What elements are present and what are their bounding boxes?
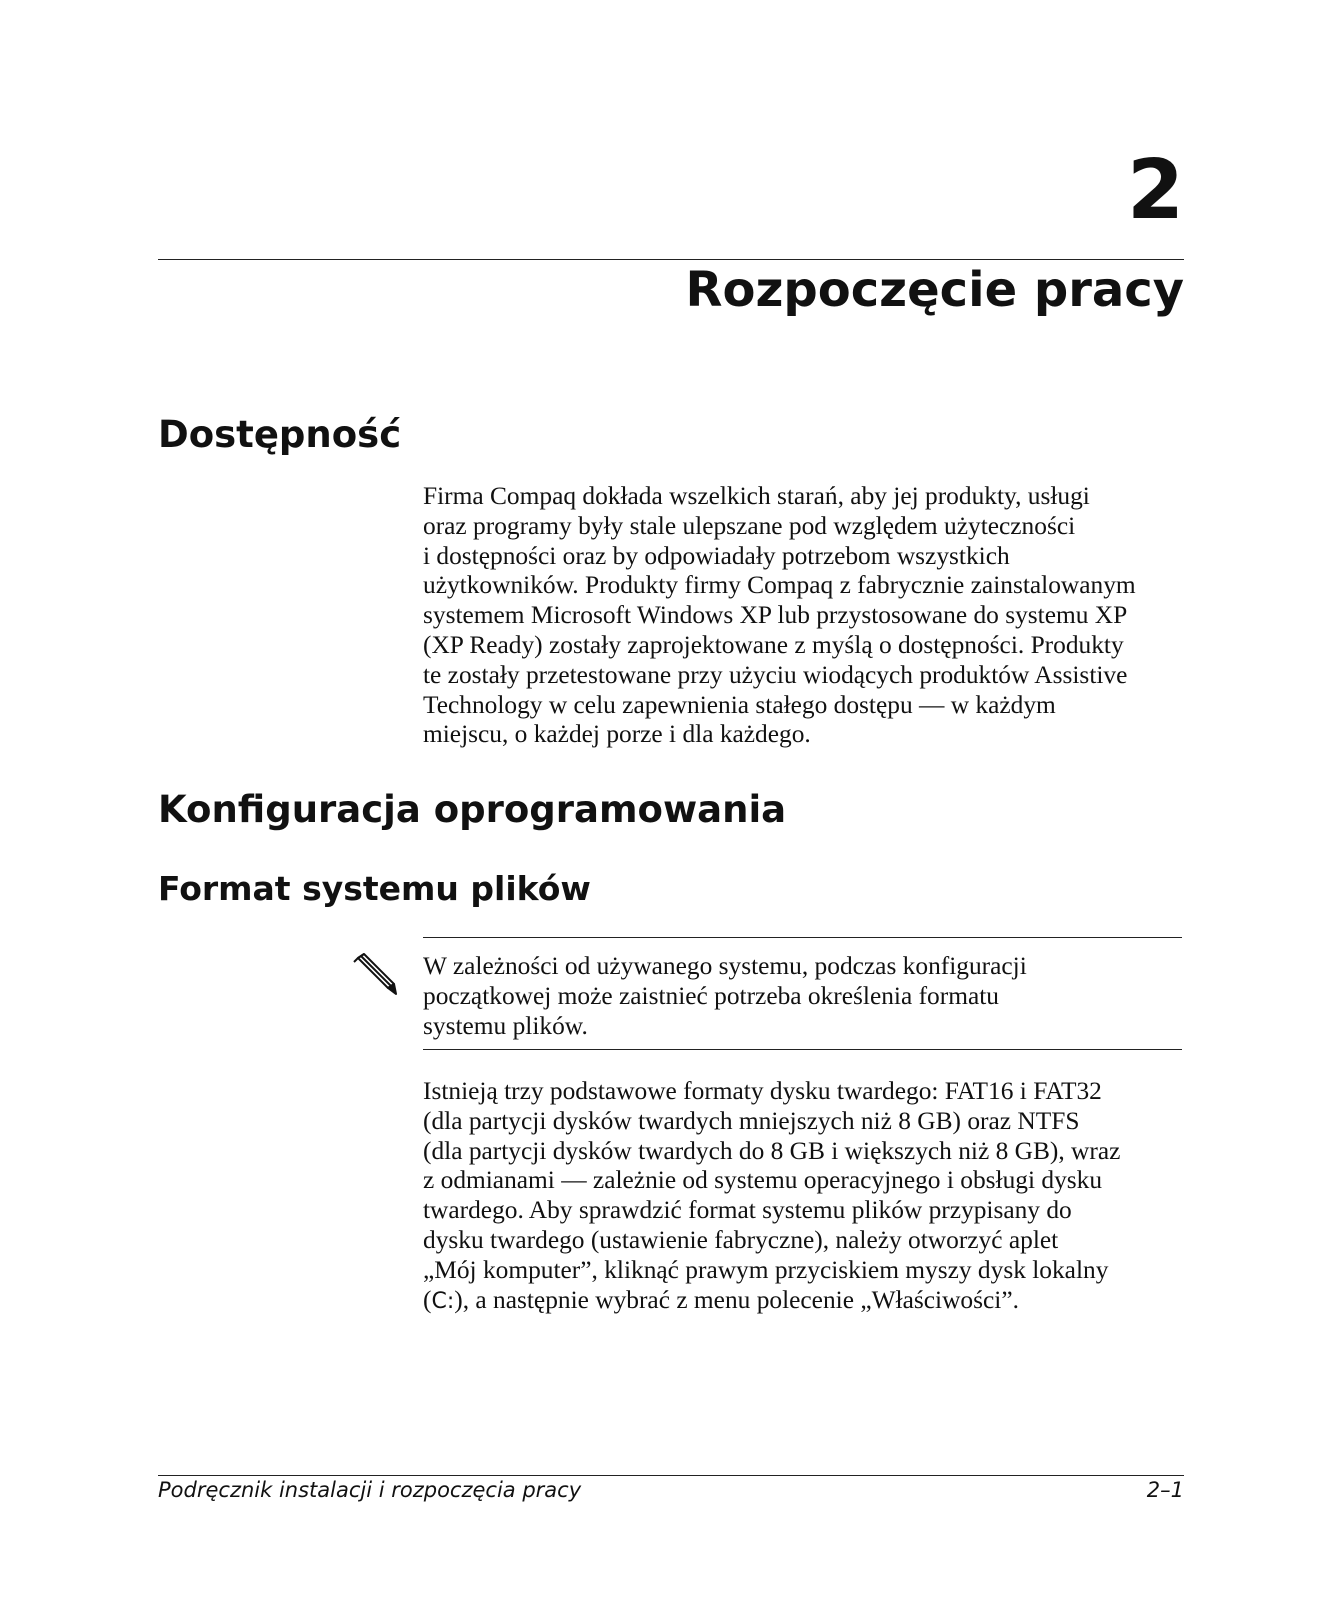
text-line: „Mój komputer”, kliknąć prawym przyciskiem myszy dysk lokalny [423, 1255, 1109, 1284]
text-line: Firma Compaq dokłada wszelkich starań, aby jej produkty, usługi [423, 482, 1090, 510]
chapter-number: 2 [1126, 143, 1184, 238]
note-text [423, 952, 1193, 1041]
text-line: twardego. Aby sprawdzić format systemu plików przypisany do [423, 1196, 1072, 1225]
footer-rule [158, 1475, 1184, 1476]
text-line: miejscu, o każdej porze i dla każdego. [423, 720, 811, 749]
text-line: te zostały przetestowane przy użyciu wiodących produktów Assistive [423, 660, 1128, 689]
chapter-title: Rozpoczęcie pracy [685, 262, 1184, 318]
text-line-last [423, 1286, 1193, 1317]
note-rule-bottom [423, 1049, 1182, 1050]
text-line: początkowej może zaistnieć potrzeba określenia formatu [423, 981, 999, 1010]
open-paren: ( [423, 1285, 432, 1314]
text-line: Technology w celu zapewnienia stałego dostępu — w każdym [423, 690, 1056, 719]
pencil-note-icon [350, 952, 402, 996]
text-line: Istnieją trzy podstawowe formaty dysku twardego: FAT16 i FAT32 [423, 1077, 1102, 1105]
note-rule-top [423, 937, 1182, 938]
paragraph-dostepnosc [423, 482, 1193, 750]
text-line: i dostępności oraz by odpowiadały potrzebom wszystkich [423, 541, 1010, 570]
text-line: z odmianami — zależnie od systemu operacyjnego i obsługi dysku [423, 1166, 1103, 1195]
drive-letter-code: C: [431, 1288, 455, 1314]
line-rest: ), a następnie wybrać z menu polecenie „Właściwości”. [454, 1285, 1019, 1314]
footer-page-number: 2–1 [1146, 1478, 1184, 1502]
text-line: systemu plików. [423, 1011, 588, 1040]
text-line: dysku twardego (ustawienie fabryczne), należy otworzyć aplet [423, 1225, 1059, 1254]
subsection-heading-format: Format systemu plików [158, 869, 591, 908]
footer-title: Podręcznik instalacji i rozpoczęcia pracy [158, 1478, 582, 1502]
text-line: systemem Microsoft Windows XP lub przystosowane do systemu XP [423, 601, 1128, 630]
text-line: oraz programy były stale ulepszane pod względem użyteczności [423, 511, 1076, 540]
text-line: W zależności od używanego systemu, podczas konfiguracji [423, 952, 1027, 980]
text-line: (XP Ready) zostały zaprojektowane z myślą o dostępności. Produkty [423, 630, 1124, 659]
text-line: (dla partycji dysków twardych do 8 GB i większych niż 8 GB), wraz [423, 1136, 1121, 1165]
chapter-rule [158, 259, 1184, 260]
section-heading-konfiguracja: Konfiguracja oprogramowania [158, 788, 787, 831]
section-heading-dostepnosc: Dostępność [158, 413, 402, 456]
text-line: (dla partycji dysków twardych mniejszych niż 8 GB) oraz NTFS [423, 1106, 1080, 1135]
paragraph-formaty [423, 1077, 1193, 1316]
text-line: użytkowników. Produkty firmy Compaq z fabrycznie zainstalowanym [423, 571, 1136, 600]
